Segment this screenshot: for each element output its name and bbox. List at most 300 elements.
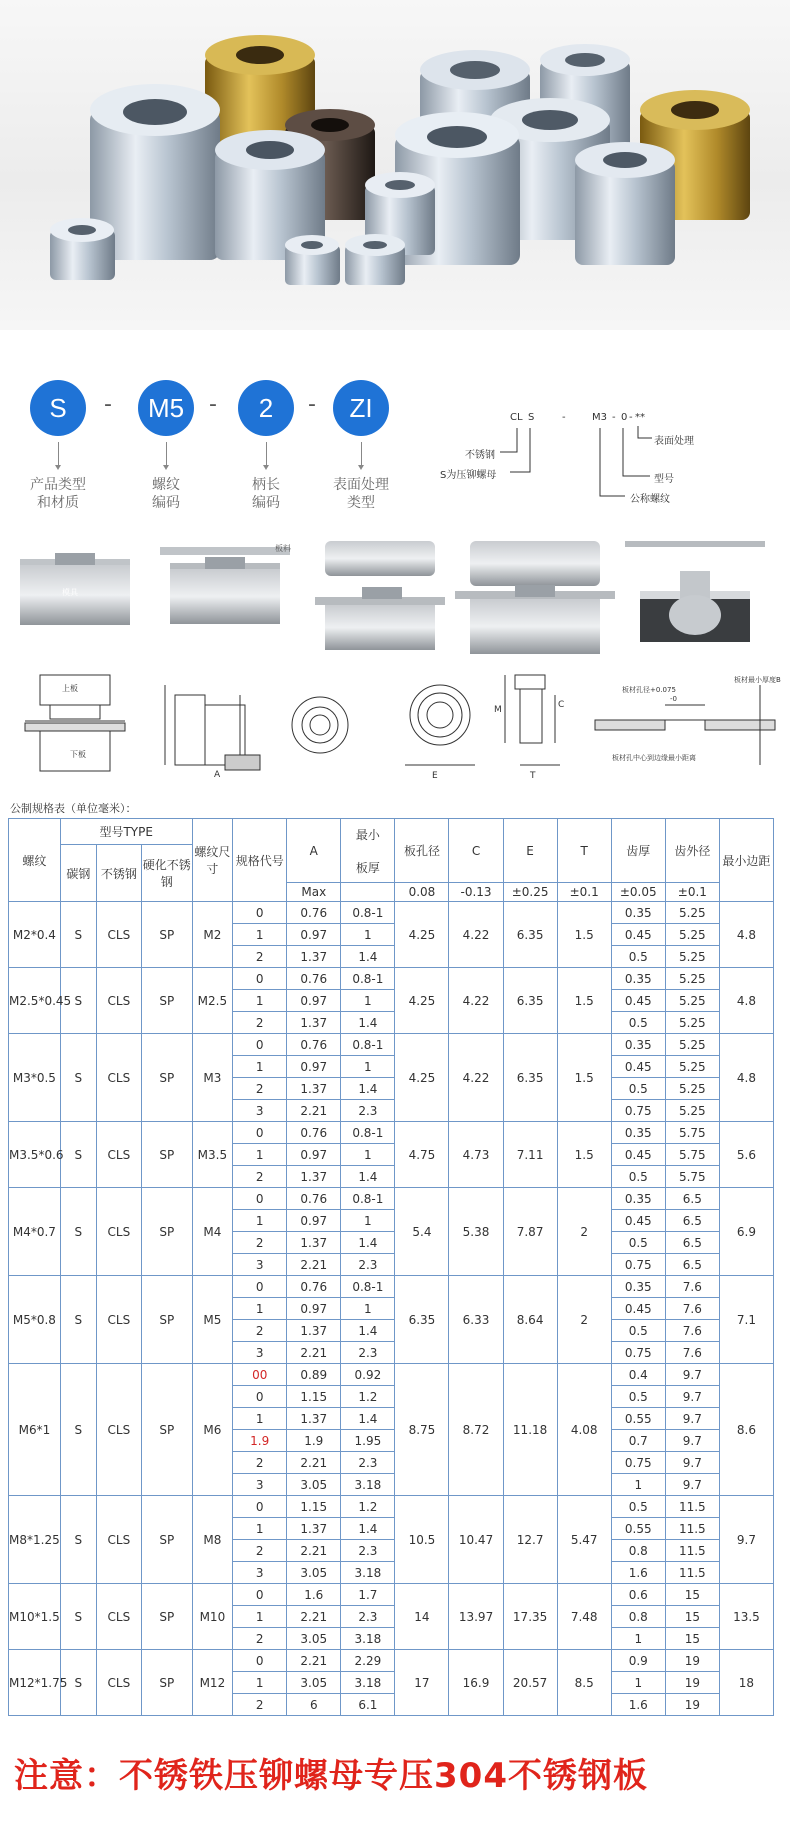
cell-tooth: 1.6 — [611, 1562, 665, 1584]
cell-code: 3 — [233, 1100, 287, 1122]
th-a-sub: Max — [287, 883, 341, 902]
dim-label-t: T — [530, 771, 536, 781]
label-hole-tol: -0 — [670, 695, 677, 703]
cell-tooth: 0.5 — [611, 1320, 665, 1342]
cell-a: 1.37 — [287, 1408, 341, 1430]
cell-size: M8 — [192, 1496, 233, 1584]
cell-carbon: S — [60, 968, 96, 1034]
cell-tooth-od: 11.5 — [665, 1562, 719, 1584]
cell-hardened: SP — [141, 968, 192, 1034]
cell-edge: 6.9 — [719, 1188, 773, 1276]
cell-code: 2 — [233, 1540, 287, 1562]
cell-edge: 4.8 — [719, 1034, 773, 1122]
cell-tooth-od: 7.6 — [665, 1276, 719, 1298]
th-hardened: 硬化不锈钢 — [141, 845, 192, 902]
cell-code: 3 — [233, 1254, 287, 1276]
cell-carbon: S — [60, 1034, 96, 1122]
cell-tooth-od: 9.7 — [665, 1408, 719, 1430]
cell-t: 8.5 — [557, 1650, 611, 1716]
cell-min-thickness: 1 — [341, 924, 395, 946]
table-row — [9, 1496, 774, 1518]
cell-tooth-od: 6.5 — [665, 1210, 719, 1232]
code-circle-type: S — [30, 380, 86, 436]
cell-min-thickness: 1.4 — [341, 1320, 395, 1342]
cell-hole: 17 — [395, 1650, 449, 1716]
cell-code: 1.9 — [233, 1430, 287, 1452]
cell-a: 1.37 — [287, 1518, 341, 1540]
th-c-tol: -0.13 — [449, 883, 503, 902]
cell-min-thickness: 2.29 — [341, 1650, 395, 1672]
cell-stainless: CLS — [96, 1496, 141, 1584]
label-hole: 板材孔径+0.075 — [622, 686, 676, 694]
code-dash: - — [562, 412, 566, 423]
cell-tooth-od: 6.5 — [665, 1188, 719, 1210]
cell-min-thickness: 3.18 — [341, 1672, 395, 1694]
cell-tooth: 0.75 — [611, 1342, 665, 1364]
cell-size: M12 — [192, 1650, 233, 1716]
cell-code: 00 — [233, 1364, 287, 1386]
part-code-legend — [440, 410, 790, 520]
down-arrow-icon — [361, 442, 362, 466]
spec-table-body — [9, 902, 774, 1716]
cell-code: 2 — [233, 1012, 287, 1034]
cell-t: 1.5 — [557, 1034, 611, 1122]
cell-tooth: 0.35 — [611, 1122, 665, 1144]
cell-a: 2.21 — [287, 1606, 341, 1628]
cell-code: 2 — [233, 1628, 287, 1650]
cell-hardened: SP — [141, 1122, 192, 1188]
cell-a: 2.21 — [287, 1540, 341, 1562]
cell-a: 1.15 — [287, 1386, 341, 1408]
cell-hardened: SP — [141, 1364, 192, 1496]
cell-size: M5 — [192, 1276, 233, 1364]
th-tooth-od: 齿外径 — [665, 819, 719, 883]
th-code: 规格代号 — [233, 819, 287, 902]
cell-code: 1 — [233, 990, 287, 1012]
cell-t: 2 — [557, 1188, 611, 1276]
cell-min-thickness: 1.2 — [341, 1386, 395, 1408]
dim-label-c: C — [558, 700, 565, 710]
cell-t: 2 — [557, 1276, 611, 1364]
cell-a: 0.97 — [287, 1298, 341, 1320]
cell-tooth-od: 5.25 — [665, 946, 719, 968]
cell-e: 6.35 — [503, 902, 557, 968]
th-min-thickness: 最小 板厚 — [341, 819, 395, 883]
cell-e: 6.35 — [503, 968, 557, 1034]
cell-carbon: S — [60, 1276, 96, 1364]
label-plate: 板料 — [275, 544, 291, 553]
code-s: S — [528, 412, 535, 423]
code-cl: CL — [510, 412, 523, 423]
th-hole: 板孔径 — [395, 819, 449, 883]
cell-tooth: 0.75 — [611, 1254, 665, 1276]
cell-code: 1 — [233, 924, 287, 946]
cell-code: 1 — [233, 1606, 287, 1628]
cell-a: 3.05 — [287, 1562, 341, 1584]
cell-code: 2 — [233, 1452, 287, 1474]
cell-tooth: 0.5 — [611, 1012, 665, 1034]
cell-tooth: 0.45 — [611, 990, 665, 1012]
cell-tooth-od: 15 — [665, 1584, 719, 1606]
label-mould: 模具 — [62, 588, 78, 597]
cell-tooth-od: 7.6 — [665, 1298, 719, 1320]
code-dash: - — [209, 392, 217, 417]
cell-code: 2 — [233, 1166, 287, 1188]
cell-code: 0 — [233, 1650, 287, 1672]
table-row — [9, 1584, 774, 1606]
cell-t: 5.47 — [557, 1496, 611, 1584]
dim-label-a: A — [214, 770, 221, 780]
cell-tooth: 0.5 — [611, 946, 665, 968]
table-row — [9, 1122, 774, 1144]
cell-min-thickness: 1 — [341, 1056, 395, 1078]
cell-a: 0.76 — [287, 1034, 341, 1056]
cell-t: 1.5 — [557, 902, 611, 968]
cell-tooth-od: 5.25 — [665, 924, 719, 946]
cell-tooth: 0.55 — [611, 1518, 665, 1540]
label-min-thickness: 板材最小厚度B — [734, 676, 781, 684]
cell-a: 1.37 — [287, 1232, 341, 1254]
cell-tooth: 0.9 — [611, 1650, 665, 1672]
cell-hole: 4.75 — [395, 1122, 449, 1188]
cell-min-thickness: 1.4 — [341, 946, 395, 968]
product-photo — [0, 0, 790, 330]
cell-code: 1 — [233, 1672, 287, 1694]
cell-tooth-od: 5.75 — [665, 1144, 719, 1166]
cell-tooth: 0.35 — [611, 1034, 665, 1056]
cell-hole: 6.35 — [395, 1276, 449, 1364]
cell-tooth-od: 5.25 — [665, 1034, 719, 1056]
cell-min-thickness: 0.8-1 — [341, 1188, 395, 1210]
cell-min-thickness: 1.4 — [341, 1166, 395, 1188]
cell-carbon: S — [60, 1188, 96, 1276]
caption-thread: 螺纹 编码 — [152, 477, 180, 511]
cell-thread: M5*0.8 — [9, 1276, 61, 1364]
code-dash: - — [104, 392, 112, 417]
cell-hardened: SP — [141, 1650, 192, 1716]
table-row — [9, 1276, 774, 1298]
label-upper-plate: 上板 — [62, 684, 78, 693]
cell-tooth-od: 15 — [665, 1606, 719, 1628]
cell-c: 6.33 — [449, 1276, 503, 1364]
cell-c: 5.38 — [449, 1188, 503, 1276]
cell-hole: 8.75 — [395, 1364, 449, 1496]
cell-tooth: 0.35 — [611, 902, 665, 924]
cell-tooth-od: 5.25 — [665, 1012, 719, 1034]
cell-stainless: CLS — [96, 1276, 141, 1364]
code-dash: - — [308, 392, 316, 417]
cell-a: 2.21 — [287, 1254, 341, 1276]
cell-hole: 4.25 — [395, 968, 449, 1034]
cell-tooth-od: 5.25 — [665, 990, 719, 1012]
code-stars: ** — [635, 412, 645, 423]
cell-tooth-od: 5.25 — [665, 1056, 719, 1078]
dim-label-m: M — [494, 705, 502, 715]
cell-tooth: 0.4 — [611, 1364, 665, 1386]
cell-tooth-od: 7.6 — [665, 1320, 719, 1342]
cell-size: M10 — [192, 1584, 233, 1650]
cell-tooth: 0.45 — [611, 1298, 665, 1320]
cell-a: 1.15 — [287, 1496, 341, 1518]
cell-min-thickness: 1.4 — [341, 1232, 395, 1254]
cell-hardened: SP — [141, 902, 192, 968]
cell-code: 0 — [233, 1188, 287, 1210]
cell-tooth-od: 9.7 — [665, 1364, 719, 1386]
cell-tooth: 0.5 — [611, 1232, 665, 1254]
cell-edge: 9.7 — [719, 1496, 773, 1584]
cell-min-thickness: 1.4 — [341, 1518, 395, 1540]
cell-carbon: S — [60, 1496, 96, 1584]
cell-a: 0.97 — [287, 990, 341, 1012]
cell-a: 2.21 — [287, 1650, 341, 1672]
cell-size: M2 — [192, 902, 233, 968]
cell-tooth: 0.35 — [611, 1276, 665, 1298]
table-row — [9, 1034, 774, 1056]
cell-c: 13.97 — [449, 1584, 503, 1650]
cell-hardened: SP — [141, 1496, 192, 1584]
down-arrow-icon — [266, 442, 267, 466]
cell-tooth-od: 5.75 — [665, 1122, 719, 1144]
th-e-tol: ±0.25 — [503, 883, 557, 902]
cell-tooth-od: 6.5 — [665, 1254, 719, 1276]
cell-min-thickness: 1.4 — [341, 1078, 395, 1100]
cell-tooth-od: 9.7 — [665, 1474, 719, 1496]
cell-a: 0.76 — [287, 968, 341, 990]
table-row — [9, 1364, 774, 1386]
cell-a: 0.97 — [287, 1056, 341, 1078]
cell-t: 7.48 — [557, 1584, 611, 1650]
cell-t: 1.5 — [557, 968, 611, 1034]
cell-min-thickness: 1 — [341, 1144, 395, 1166]
cell-code: 2 — [233, 1232, 287, 1254]
cell-c: 4.73 — [449, 1122, 503, 1188]
cell-carbon: S — [60, 902, 96, 968]
cell-hole: 14 — [395, 1584, 449, 1650]
cell-edge: 13.5 — [719, 1584, 773, 1650]
cell-c: 8.72 — [449, 1364, 503, 1496]
cell-hardened: SP — [141, 1276, 192, 1364]
cell-min-thickness: 1 — [341, 1298, 395, 1320]
cell-thread: M3.5*0.6 — [9, 1122, 61, 1188]
th-hole-tol: 0.08 — [395, 883, 449, 902]
down-arrow-icon — [58, 442, 59, 466]
th-thread: 螺纹 — [9, 819, 61, 902]
cell-tooth-od: 5.25 — [665, 1078, 719, 1100]
cell-tooth: 0.75 — [611, 1100, 665, 1122]
cell-tooth: 0.7 — [611, 1430, 665, 1452]
code-dash: - — [629, 412, 633, 423]
caption-shank: 柄长 编码 — [252, 477, 280, 511]
cell-tooth: 0.75 — [611, 1452, 665, 1474]
cell-min-thickness: 6.1 — [341, 1694, 395, 1716]
cell-edge: 5.6 — [719, 1122, 773, 1188]
cell-tooth-od: 11.5 — [665, 1540, 719, 1562]
cell-a: 0.76 — [287, 1276, 341, 1298]
cell-code: 0 — [233, 1386, 287, 1408]
cell-hardened: SP — [141, 1188, 192, 1276]
cell-min-thickness: 3.18 — [341, 1628, 395, 1650]
cell-tooth-od: 19 — [665, 1650, 719, 1672]
cell-tooth: 0.5 — [611, 1166, 665, 1188]
cell-tooth-od: 11.5 — [665, 1496, 719, 1518]
cell-min-thickness: 2.3 — [341, 1100, 395, 1122]
cell-tooth-od: 5.25 — [665, 968, 719, 990]
label-press-nut: S为压铆螺母 — [440, 470, 497, 481]
label-model: 型号 — [654, 474, 674, 485]
cell-tooth: 0.35 — [611, 968, 665, 990]
cell-hole: 4.25 — [395, 1034, 449, 1122]
cell-code: 2 — [233, 1320, 287, 1342]
th-t: T — [557, 819, 611, 883]
cell-e: 7.87 — [503, 1188, 557, 1276]
cell-tooth-od: 11.5 — [665, 1518, 719, 1540]
cell-min-thickness: 1.7 — [341, 1584, 395, 1606]
cell-code: 1 — [233, 1408, 287, 1430]
cell-e: 12.7 — [503, 1496, 557, 1584]
cell-a: 3.05 — [287, 1628, 341, 1650]
cell-a: 0.97 — [287, 1144, 341, 1166]
cell-tooth: 1 — [611, 1628, 665, 1650]
cell-code: 0 — [233, 1122, 287, 1144]
table-title: 公制规格表（单位毫米）： — [10, 802, 137, 815]
cell-a: 3.05 — [287, 1672, 341, 1694]
cell-t: 1.5 — [557, 1122, 611, 1188]
cell-min-thickness: 0.8-1 — [341, 1034, 395, 1056]
cell-c: 4.22 — [449, 968, 503, 1034]
cell-edge: 4.8 — [719, 902, 773, 968]
cell-thread: M4*0.7 — [9, 1188, 61, 1276]
cell-c: 10.47 — [449, 1496, 503, 1584]
table-row — [9, 902, 774, 924]
cell-a: 0.76 — [287, 1188, 341, 1210]
cell-stainless: CLS — [96, 968, 141, 1034]
cell-min-thickness: 2.3 — [341, 1452, 395, 1474]
cell-min-thickness: 1.4 — [341, 1012, 395, 1034]
cell-thread: M12*1.75 — [9, 1650, 61, 1716]
cell-c: 16.9 — [449, 1650, 503, 1716]
cell-thread: M6*1 — [9, 1364, 61, 1496]
cell-carbon: S — [60, 1122, 96, 1188]
cell-carbon: S — [60, 1650, 96, 1716]
th-stainless: 不锈钢 — [96, 845, 141, 902]
cell-a: 1.9 — [287, 1430, 341, 1452]
cell-code: 1 — [233, 1056, 287, 1078]
cell-tooth-od: 5.75 — [665, 1166, 719, 1188]
cell-tooth-od: 9.7 — [665, 1430, 719, 1452]
cell-edge: 4.8 — [719, 968, 773, 1034]
cell-stainless: CLS — [96, 1584, 141, 1650]
cell-tooth: 0.45 — [611, 924, 665, 946]
cell-e: 17.35 — [503, 1584, 557, 1650]
cell-code: 3 — [233, 1474, 287, 1496]
cell-tooth: 1 — [611, 1672, 665, 1694]
cell-hardened: SP — [141, 1034, 192, 1122]
th-t-tol: ±0.1 — [557, 883, 611, 902]
cell-tooth-od: 19 — [665, 1694, 719, 1716]
th-size: 螺纹尺寸 — [192, 819, 233, 902]
cell-a: 2.21 — [287, 1100, 341, 1122]
cell-a: 0.97 — [287, 924, 341, 946]
cell-thread: M3*0.5 — [9, 1034, 61, 1122]
table-row — [9, 1188, 774, 1210]
cell-code: 3 — [233, 1342, 287, 1364]
code-circle-thread: M5 — [138, 380, 194, 436]
cell-tooth-od: 9.7 — [665, 1452, 719, 1474]
cell-a: 2.21 — [287, 1452, 341, 1474]
cell-tooth-od: 15 — [665, 1628, 719, 1650]
cell-min-thickness: 2.3 — [341, 1606, 395, 1628]
cell-hole: 10.5 — [395, 1496, 449, 1584]
cell-tooth-od: 5.25 — [665, 1100, 719, 1122]
cell-tooth: 0.6 — [611, 1584, 665, 1606]
stainless-note: 注意：不锈铁压铆螺母专压304不锈钢板 — [14, 1756, 648, 1796]
spec-table — [8, 818, 774, 1716]
cell-tooth: 0.8 — [611, 1606, 665, 1628]
caption-finish: 表面处理 类型 — [333, 477, 389, 511]
cell-tooth: 0.45 — [611, 1056, 665, 1078]
code-dash: - — [612, 412, 616, 423]
cell-min-thickness: 2.3 — [341, 1342, 395, 1364]
cell-code: 0 — [233, 968, 287, 990]
cell-code: 0 — [233, 1034, 287, 1056]
cell-tooth-od: 19 — [665, 1672, 719, 1694]
cell-tooth: 1.6 — [611, 1694, 665, 1716]
label-centre-distance: 板材孔中心到边缘最小距离 — [612, 754, 696, 762]
cell-a: 0.76 — [287, 1122, 341, 1144]
cell-a: 0.76 — [287, 902, 341, 924]
cell-edge: 8.6 — [719, 1364, 773, 1496]
th-a: A — [287, 819, 341, 883]
cell-tooth: 0.45 — [611, 1144, 665, 1166]
cell-hardened: SP — [141, 1584, 192, 1650]
cell-a: 0.89 — [287, 1364, 341, 1386]
cell-min-thickness: 1 — [341, 990, 395, 1012]
cell-tooth: 0.5 — [611, 1078, 665, 1100]
caption-type: 产品类型 和材质 — [30, 477, 86, 511]
installation-diagrams — [0, 535, 790, 665]
down-arrow-icon — [166, 442, 167, 466]
cell-stainless: CLS — [96, 1034, 141, 1122]
cell-a: 3.05 — [287, 1474, 341, 1496]
cell-code: 2 — [233, 946, 287, 968]
cell-carbon: S — [60, 1364, 96, 1496]
cell-size: M3.5 — [192, 1122, 233, 1188]
cell-a: 1.37 — [287, 946, 341, 968]
th-tooth: 齿厚 — [611, 819, 665, 883]
cell-min-thickness: 0.8-1 — [341, 902, 395, 924]
cell-carbon: S — [60, 1584, 96, 1650]
cell-thread: M10*1.5 — [9, 1584, 61, 1650]
th-type: 型号TYPE — [60, 819, 192, 845]
th-carbon: 碳钢 — [60, 845, 96, 902]
label-lower-plate: 下板 — [70, 750, 86, 759]
cell-e: 6.35 — [503, 1034, 557, 1122]
cell-code: 0 — [233, 902, 287, 924]
code-zero: 0 — [621, 412, 628, 423]
label-thread: 公称螺纹 — [630, 494, 670, 505]
cell-a: 1.37 — [287, 1166, 341, 1188]
cell-stainless: CLS — [96, 1188, 141, 1276]
cell-a: 1.37 — [287, 1012, 341, 1034]
cell-stainless: CLS — [96, 1364, 141, 1496]
cell-a: 2.21 — [287, 1342, 341, 1364]
cell-size: M3 — [192, 1034, 233, 1122]
cell-tooth: 0.8 — [611, 1540, 665, 1562]
cell-e: 8.64 — [503, 1276, 557, 1364]
cell-min-thickness: 2.3 — [341, 1540, 395, 1562]
cell-tooth: 0.45 — [611, 1210, 665, 1232]
cell-code: 2 — [233, 1078, 287, 1100]
